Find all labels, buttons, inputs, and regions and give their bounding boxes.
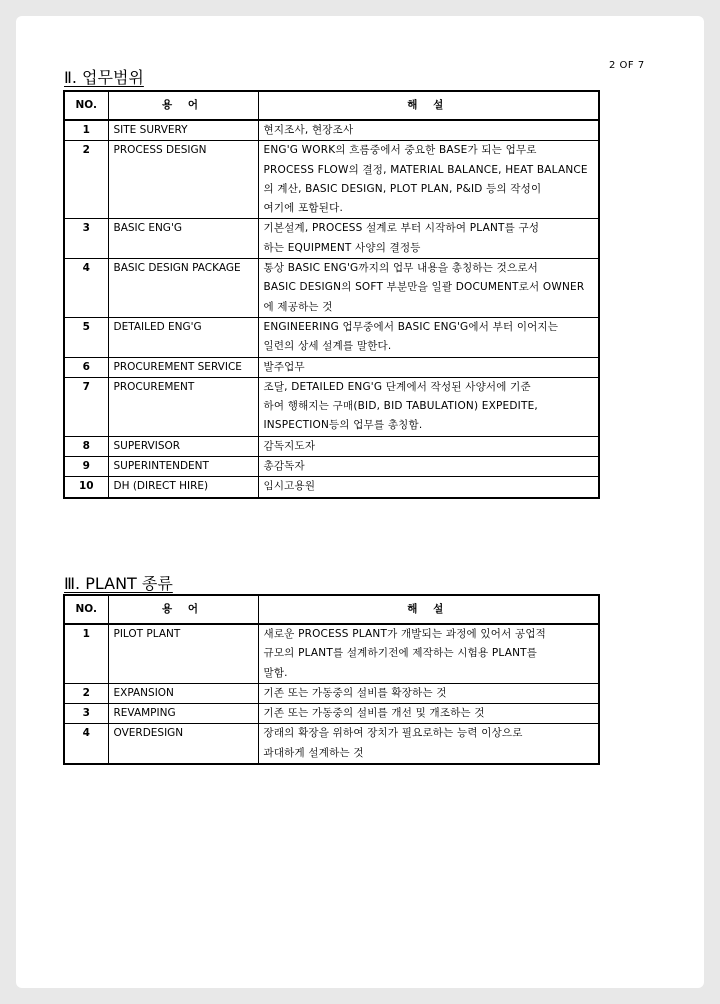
table-header-row <box>64 91 599 120</box>
table-row <box>64 624 599 683</box>
description-line: 통상 BASIC ENG'G까지의 업무 내용을 총칭하는 것으로서 <box>263 262 539 275</box>
row-number: 4 <box>64 259 108 318</box>
description-line: 현지조사, 현장조사 <box>263 124 354 136</box>
table-row <box>64 317 599 357</box>
description-line: 기존 또는 가동중의 설비를 확장하는 것 <box>263 686 447 699</box>
section-2-title: Ⅱ. 업무범위 <box>64 68 144 87</box>
row-number: 5 <box>64 317 108 357</box>
row-number: 1 <box>64 120 108 141</box>
row-description <box>258 457 599 477</box>
description-line: 과대하게 설계하는 것 <box>263 746 364 759</box>
row-term: OVERDESIGN <box>108 724 258 764</box>
row-number: 3 <box>64 219 108 259</box>
row-description <box>258 219 599 259</box>
description-line: 발주업무 <box>263 360 305 373</box>
table-row <box>64 141 599 219</box>
row-term: SUPERINTENDENT <box>108 457 258 477</box>
section-2-table <box>63 90 600 499</box>
description-line: ENG'G WORK의 흐름중에서 중요한 BASE가 되는 업무로 <box>263 144 537 157</box>
description-line: PROCESS FLOW의 결정, MATERIAL BALANCE, HEAT BALANCE <box>263 163 588 176</box>
table-row <box>64 704 599 724</box>
description-line: 장래의 확장을 위하여 장치가 필요로하는 능력 이상으로 <box>263 727 523 740</box>
row-description <box>258 120 599 141</box>
description-line: 의 계산, BASIC DESIGN, PLOT PLAN, P&ID 등의 작성이 <box>263 182 542 195</box>
row-term: EXPANSION <box>108 683 258 703</box>
row-description <box>258 683 599 703</box>
row-description <box>258 377 599 436</box>
row-description <box>258 317 599 357</box>
row-number: 4 <box>64 724 108 764</box>
description-line: 하여 행해지는 구매(BID, BID TABULATION) EXPEDITE, <box>263 400 538 413</box>
table-row <box>64 457 599 477</box>
header-no: NO. <box>64 595 108 624</box>
row-term: SUPERVISOR <box>108 436 258 456</box>
table-row <box>64 724 599 764</box>
table-row <box>64 436 599 456</box>
description-line: BASIC DESIGN의 SOFT 부분만을 일괄 DOCUMENT로서 OWNER <box>263 281 585 294</box>
table-row <box>64 357 599 377</box>
row-description <box>258 477 599 498</box>
table-row <box>64 120 599 141</box>
description-line: 총감독자 <box>263 460 305 473</box>
row-term: DH (DIRECT HIRE) <box>108 477 258 498</box>
row-number: 6 <box>64 357 108 377</box>
row-term: DETAILED ENG'G <box>108 317 258 357</box>
row-number: 8 <box>64 436 108 456</box>
page-number: 2 OF 7 <box>609 60 645 71</box>
table-header-row <box>64 595 599 624</box>
header-desc: 해 설 <box>258 595 599 624</box>
header-term: 용 어 <box>108 91 258 120</box>
header-term: 용 어 <box>108 595 258 624</box>
table-row <box>64 377 599 436</box>
description-line: INSPECTION등의 업무를 총칭함. <box>263 419 423 432</box>
row-number: 2 <box>64 683 108 703</box>
description-line: 감독지도자 <box>263 439 316 452</box>
row-number: 2 <box>64 141 108 219</box>
table-row <box>64 683 599 703</box>
description-line: 기존 또는 가동중의 설비를 개선 및 개조하는 것 <box>263 707 485 720</box>
table-row <box>64 259 599 318</box>
row-description <box>258 704 599 724</box>
row-description <box>258 624 599 683</box>
header-no: NO. <box>64 91 108 120</box>
row-term: BASIC DESIGN PACKAGE <box>108 259 258 318</box>
row-number: 7 <box>64 377 108 436</box>
description-line: 말함. <box>263 666 288 679</box>
section-3-table <box>63 594 600 765</box>
table-row <box>64 477 599 498</box>
description-line: 하는 EQUIPMENT 사양의 결정등 <box>263 241 421 254</box>
description-line: 일련의 상세 설계를 말한다. <box>263 340 392 353</box>
row-number: 3 <box>64 704 108 724</box>
row-description <box>258 436 599 456</box>
section-3-title: Ⅲ. PLANT 종류 <box>64 574 173 593</box>
header-desc: 해 설 <box>258 91 599 120</box>
row-description <box>258 259 599 318</box>
row-term: SITE SURVERY <box>108 120 258 141</box>
row-description <box>258 724 599 764</box>
description-line: 여기에 포함된다. <box>263 202 343 215</box>
row-term: PROCUREMENT <box>108 377 258 436</box>
row-term: REVAMPING <box>108 704 258 724</box>
row-term: PILOT PLANT <box>108 624 258 683</box>
table-row <box>64 219 599 259</box>
description-line: 에 제공하는 것 <box>263 300 333 313</box>
row-term: PROCUREMENT SERVICE <box>108 357 258 377</box>
row-term: BASIC ENG'G <box>108 219 258 259</box>
description-line: 임시고용원 <box>263 480 316 493</box>
description-line: ENGINEERING 업무중에서 BASIC ENG'G에서 부터 이어지는 <box>263 320 559 333</box>
description-line: 규모의 PLANT를 설계하기전에 제작하는 시험용 PLANT를 <box>263 647 538 660</box>
row-number: 10 <box>64 477 108 498</box>
row-description <box>258 141 599 219</box>
description-line: 조달, DETAILED ENG'G 단계에서 작성된 사양서에 기준 <box>263 380 531 393</box>
row-number: 1 <box>64 624 108 683</box>
row-number: 9 <box>64 457 108 477</box>
description-line: 기본설계, PROCESS 설계로 부터 시작하여 PLANT를 구성 <box>263 222 540 235</box>
row-description <box>258 357 599 377</box>
row-term: PROCESS DESIGN <box>108 141 258 219</box>
description-line: 새로운 PROCESS PLANT가 개발되는 과정에 있어서 공업적 <box>263 628 547 640</box>
document-page <box>16 16 704 988</box>
